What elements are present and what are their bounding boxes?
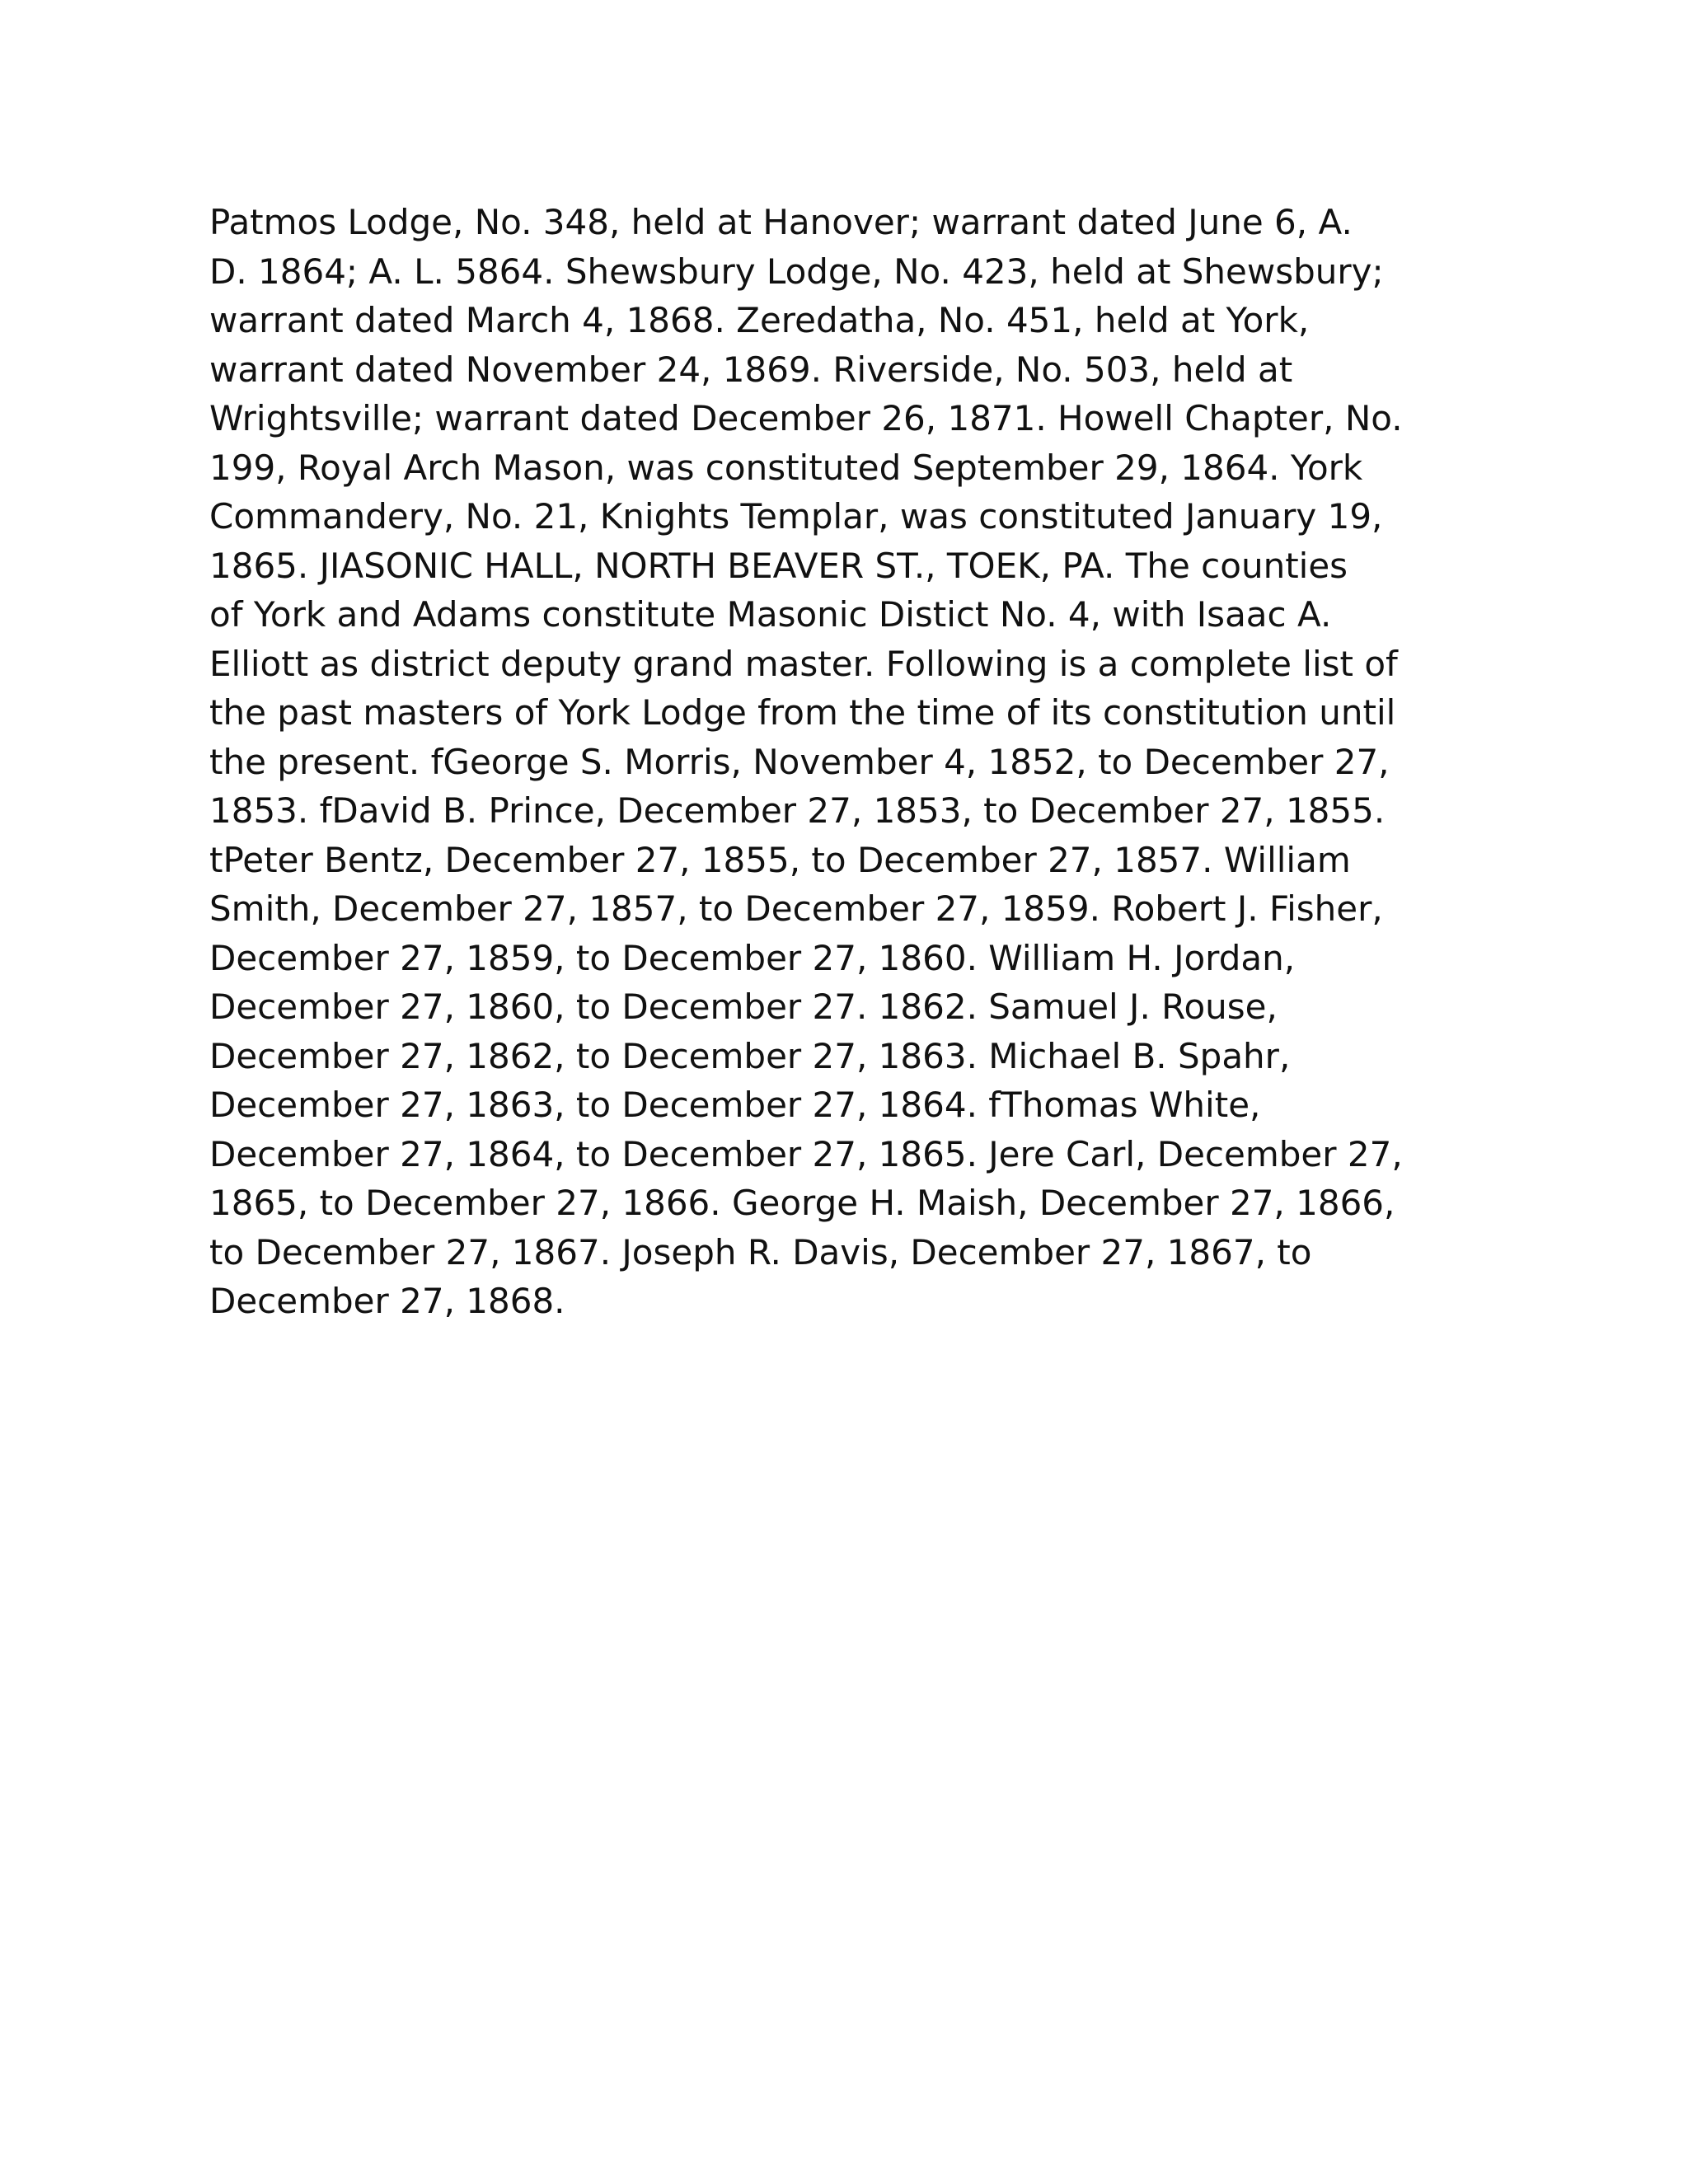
- text-line: the past masters of York Lodge from the time of its constitution until: [209, 692, 1396, 733]
- text-line: warrant dated March 4, 1868. Zeredatha, No. 451, held at York,: [209, 300, 1310, 340]
- text-line: to December 27, 1867. Joseph R. Davis, December 27, 1867, to: [209, 1231, 1312, 1272]
- text-line: warrant dated November 24, 1869. Riverside, No. 503, held at: [209, 349, 1293, 390]
- text-line: D. 1864; A. L. 5864. Shewsbury Lodge, No. 423, held at Shewsbury;: [209, 251, 1384, 292]
- text-line: 1865, to December 27, 1866. George H. Maish, December 27, 1866,: [209, 1183, 1395, 1223]
- text-line: Wrightsville; warrant dated December 26, 1871. Howell Chapter, No.: [209, 398, 1403, 438]
- text-line: December 27, 1860, to December 27. 1862. Samuel J. Rouse,: [209, 987, 1278, 1027]
- text-line: December 27, 1864, to December 27, 1865. Jere Carl, December 27,: [209, 1133, 1403, 1174]
- text-line: Patmos Lodge, No. 348, held at Hanover; warrant dated June 6, A.: [209, 202, 1353, 242]
- text-line: December 27, 1868.: [209, 1281, 565, 1321]
- text-line: Elliott as district deputy grand master. Following is a complete list of: [209, 643, 1398, 684]
- text-line: 1853. fDavid B. Prince, December 27, 1853, to December 27, 1855.: [209, 790, 1386, 831]
- text-line: December 27, 1862, to December 27, 1863. Michael B. Spahr,: [209, 1035, 1291, 1076]
- text-line: the present. fGeorge S. Morris, November 4, 1852, to December 27,: [209, 741, 1390, 782]
- body-text: [209, 198, 1479, 1326]
- text-line: 1865. JIASONIC HALL, NORTH BEAVER ST., TOEK, PA. The counties: [209, 545, 1348, 586]
- text-line: December 27, 1859, to December 27, 1860. William H. Jordan,: [209, 937, 1296, 978]
- text-line: December 27, 1863, to December 27, 1864. fThomas White,: [209, 1085, 1261, 1125]
- text-line: of York and Adams constitute Masonic Distict No. 4, with Isaac A.: [209, 594, 1332, 635]
- text-line: 199, Royal Arch Mason, was constituted September 29, 1864. York: [209, 447, 1363, 488]
- text-line: Smith, December 27, 1857, to December 27, 1859. Robert J. Fisher,: [209, 888, 1383, 929]
- text-line: Commandery, No. 21, Knights Templar, was constituted January 19,: [209, 496, 1383, 537]
- text-line: tPeter Bentz, December 27, 1855, to December 27, 1857. William: [209, 839, 1351, 880]
